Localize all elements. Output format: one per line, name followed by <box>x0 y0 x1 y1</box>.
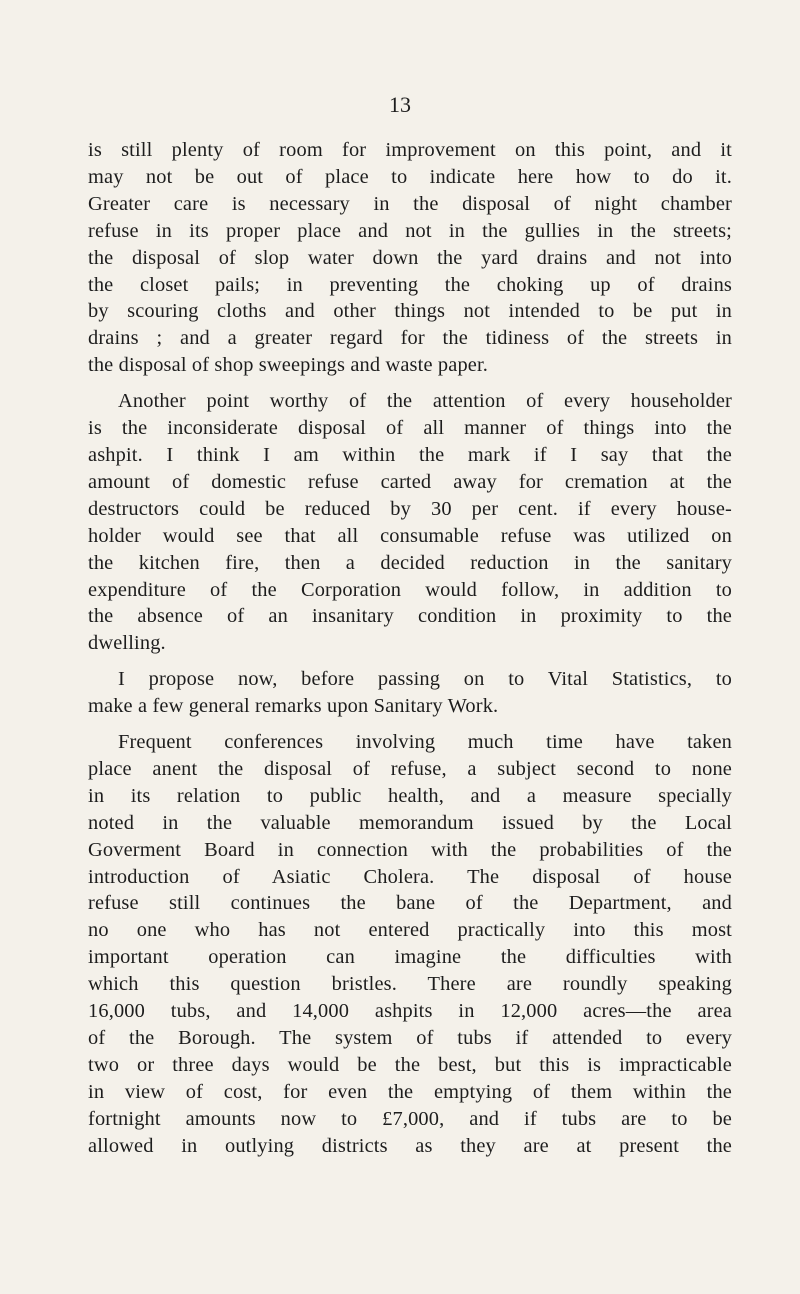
text-line: expenditure of the Corporation would follow, in addition to <box>88 578 732 601</box>
text-line: the disposal of shop sweepings and waste paper. <box>88 354 489 377</box>
text-line: Goverment Board in connection with the probabilities of the <box>88 838 732 861</box>
text-line: in its relation to public health, and a measure specially <box>88 784 732 807</box>
text-line: may not be out of place to indicate here how to do it. <box>88 165 732 188</box>
text-line: fortnight amounts now to £7,000, and if tubs are to be <box>88 1107 732 1130</box>
text-line: place anent the disposal of refuse, a subject second to none <box>88 757 732 780</box>
text-line: is the inconsiderate disposal of all manner of things into the <box>88 417 732 440</box>
text-line: dwelling. <box>88 632 166 655</box>
body-text <box>88 137 732 1160</box>
paragraph-2 <box>88 388 732 657</box>
text-line: holder would see that all consumable refuse was utilized on <box>88 524 732 547</box>
text-line: which this question bristles. There are roundly speaking <box>88 973 732 996</box>
text-line: introduction of Asiatic Cholera. The disposal of house <box>88 865 732 888</box>
text-line: the disposal of slop water down the yard drains and not into <box>88 246 732 269</box>
text-line: drains ; and a greater regard for the tidiness of the streets in <box>88 327 732 350</box>
text-line: Frequent conferences involving much time have taken <box>118 731 732 754</box>
text-line: amount of domestic refuse carted away for cremation at the <box>88 470 732 493</box>
text-line: refuse in its proper place and not in the gullies in the streets; <box>88 219 732 242</box>
text-line: the absence of an insanitary condition in proximity to the <box>88 605 732 628</box>
text-line: I propose now, before passing on to Vital Statistics, to <box>118 668 732 691</box>
text-line: no one who has not entered practically into this most <box>88 919 732 942</box>
text-line: the closet pails; in preventing the choking up of drains <box>88 273 732 296</box>
text-line: is still plenty of room for improvement on this point, and it <box>88 139 732 161</box>
text-line: 16,000 tubs, and 14,000 ashpits in 12,000 acres—the area <box>88 1000 732 1023</box>
text-line: important operation can imagine the difficulties with <box>88 946 732 969</box>
text-line: Another point worthy of the attention of every householder <box>118 390 732 413</box>
page-number: 13 <box>389 92 411 117</box>
text-line: destructors could be reduced by 30 per cent. if every house- <box>88 497 732 520</box>
text-line: the kitchen fire, then a decided reduction in the sanitary <box>88 551 732 574</box>
text-line: make a few general remarks upon Sanitary Work. <box>88 695 499 718</box>
text-line: Greater care is necessary in the disposal of night chamber <box>88 192 732 215</box>
text-line: in view of cost, for even the emptying of them within the <box>88 1080 732 1103</box>
text-line: ashpit. I think I am within the mark if I say that the <box>88 443 732 466</box>
paragraph-3 <box>88 666 732 720</box>
text-line: of the Borough. The system of tubs if attended to every <box>88 1027 732 1049</box>
paragraph-1 <box>88 137 732 379</box>
text-line: noted in the valuable memorandum issued by the Local <box>88 811 732 834</box>
text-line: allowed in outlying districts as they are at present the <box>88 1134 732 1157</box>
text-line: refuse still continues the bane of the Department, and <box>88 892 732 915</box>
text-line: two or three days would be the best, but this is impracticable <box>88 1053 732 1076</box>
text-line: by scouring cloths and other things not intended to be put in <box>88 300 732 323</box>
paragraph-4 <box>88 729 732 1160</box>
